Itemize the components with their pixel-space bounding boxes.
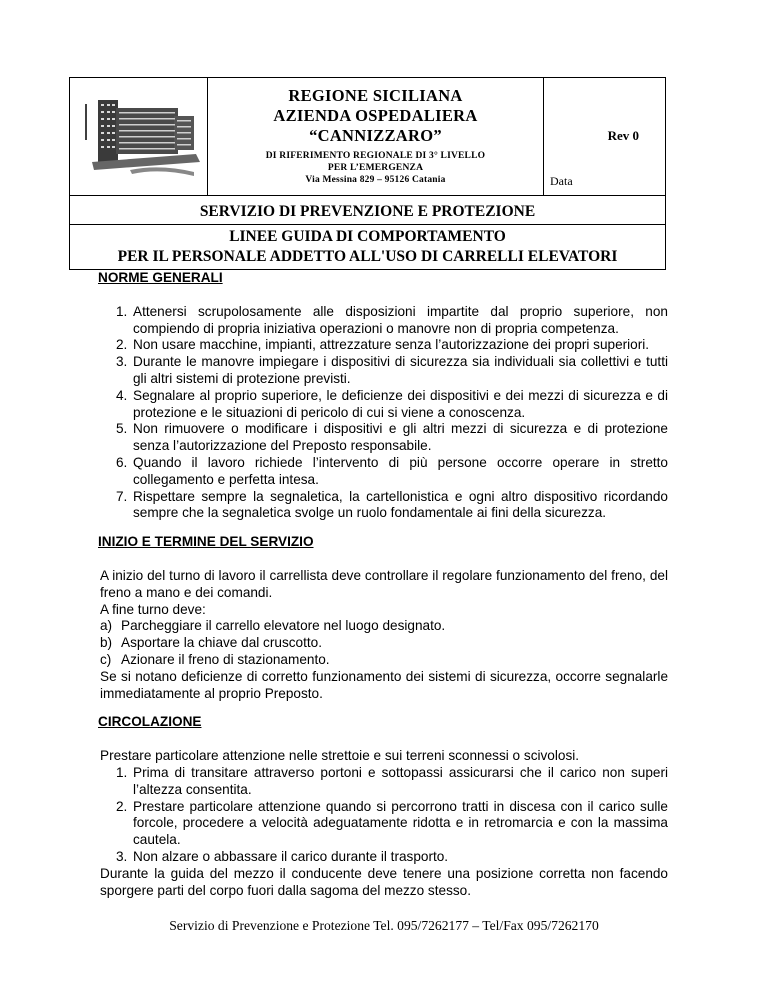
service-title: SERVIZIO DI PREVENZIONE E PROTEZIONE [70, 196, 665, 225]
date-label: Data [550, 174, 573, 188]
hospital-name: “CANNIZZARO” [309, 126, 442, 145]
guide-title-line-2: PER IL PERSONALE ADDETTO ALL'USO DI CARRELLI ELEVATORI [117, 248, 618, 265]
guide-title [70, 225, 665, 269]
guide-title-line-1: LINEE GUIDA DI COMPORTAMENTO [229, 228, 506, 245]
header-subline-2: PER L’EMERGENZA [327, 163, 424, 173]
list-item: 3. Durante le manovre impiegare i dispositivi di sicurezza sia individuali sia collettivi e tutti gli altri sistemi di protezione previsti. [116, 354, 668, 386]
list-item: 2. Prestare particolare attenzione quando si percorrono tratti in discesa con il carico sulle forcole, procedere a velocità adeguatamente ridotta e in retromarcia e con la massima cautela. [116, 798, 668, 848]
circulation-intro: Prestare particolare attenzione nelle strettoie e sui terreni sconnessi o scivolosi. [100, 748, 580, 764]
hospital-building-icon [70, 78, 206, 194]
header-title-cell [208, 78, 544, 195]
circulation-outro: Durante la guida del mezzo il conducente deve tenere una posizione corretta non facendo sporgere parti del corpo fuori dalla sagoma del mezzo stesso. [100, 865, 668, 898]
circulation-list [116, 765, 668, 866]
section-title-general: NORME GENERALI [98, 270, 223, 285]
company-title: AZIENDA OSPEDALIERA [273, 106, 478, 125]
list-item: 6. Quando il lavoro richiede l’intervento di più persone occorre operare in stretto collegamento e perfetta intesa. [116, 454, 668, 487]
list-item: 1. Attenersi scrupolosamente alle disposizioni impartite dal proprio superiore, non compiendo di propria iniziativa operazioni o manovre non di propria competenza. [116, 303, 668, 336]
logo-cell [70, 78, 208, 195]
section-title-circulation: CIRCOLAZIONE [98, 714, 202, 730]
list-item: 2. Non usare macchine, impianti, attrezzature senza l’autorizzazione dei propri superiori. [116, 337, 650, 353]
list-item: 7. Rispettare sempre la segnaletica, la cartellonistica e ogni altro dispositivo ricordando sempre che la segnaletica svolge un ruolo fondamentale ai fini della sicurezza. [116, 488, 668, 521]
general-rules-list [116, 304, 668, 522]
document-header [69, 77, 666, 270]
list-item: a) Parcheggiare il carrello elevatore nel luogo designato. [100, 618, 446, 634]
service-end-label: A fine turno deve: [100, 601, 206, 617]
list-item: b) Asportare la chiave dal cruscotto. [100, 635, 322, 651]
header-address: Via Messina 829 – 95126 Catania [305, 175, 446, 185]
document-body [98, 270, 668, 899]
list-item: 1. Prima di transitare attraverso portoni e sottopassi assicurarsi che il carico non superi l’altezza consentita. [116, 764, 668, 797]
list-item: c) Azionare il freno di stazionamento. [100, 651, 330, 667]
region-title: REGIONE SICILIANA [288, 86, 463, 105]
header-subline-1: DI RIFERIMENTO REGIONALE DI 3° LIVELLO [265, 151, 486, 161]
section-title-service: INIZIO E TERMINE DEL SERVIZIO [98, 534, 314, 550]
page-footer: Servizio di Prevenzione e Protezione Tel. 095/7262177 – Tel/Fax 095/7262170 [169, 918, 599, 933]
service-intro: A inizio del turno di lavoro il carrellista deve controllare il regolare funzionamento del freno, del freno a mano e dei comandi. [100, 567, 668, 600]
service-outro: Se si notano deficienze di corretto funzionamento dei sistemi di sicurezza, occorre segnalarle immediatamente al proprio Preposto. [100, 668, 668, 701]
list-item: 4. Segnalare al proprio superiore, le deficienze dei dispositivi e dei mezzi di sicurezza e di protezione e le situazioni di pericolo di cui si viene a conoscenza. [116, 387, 668, 420]
list-item: 3. Non alzare o abbassare il carico durante il trasporto. [116, 848, 449, 864]
revision-cell [544, 78, 665, 195]
header-top-row [70, 78, 665, 196]
revision-label: Rev 0 [607, 128, 639, 143]
list-item: 5. Non rimuovere o modificare i dispositivi e gli altri mezzi di sicurezza e di protezione senza l’autorizzazione del Preposto responsabile. [116, 421, 668, 454]
